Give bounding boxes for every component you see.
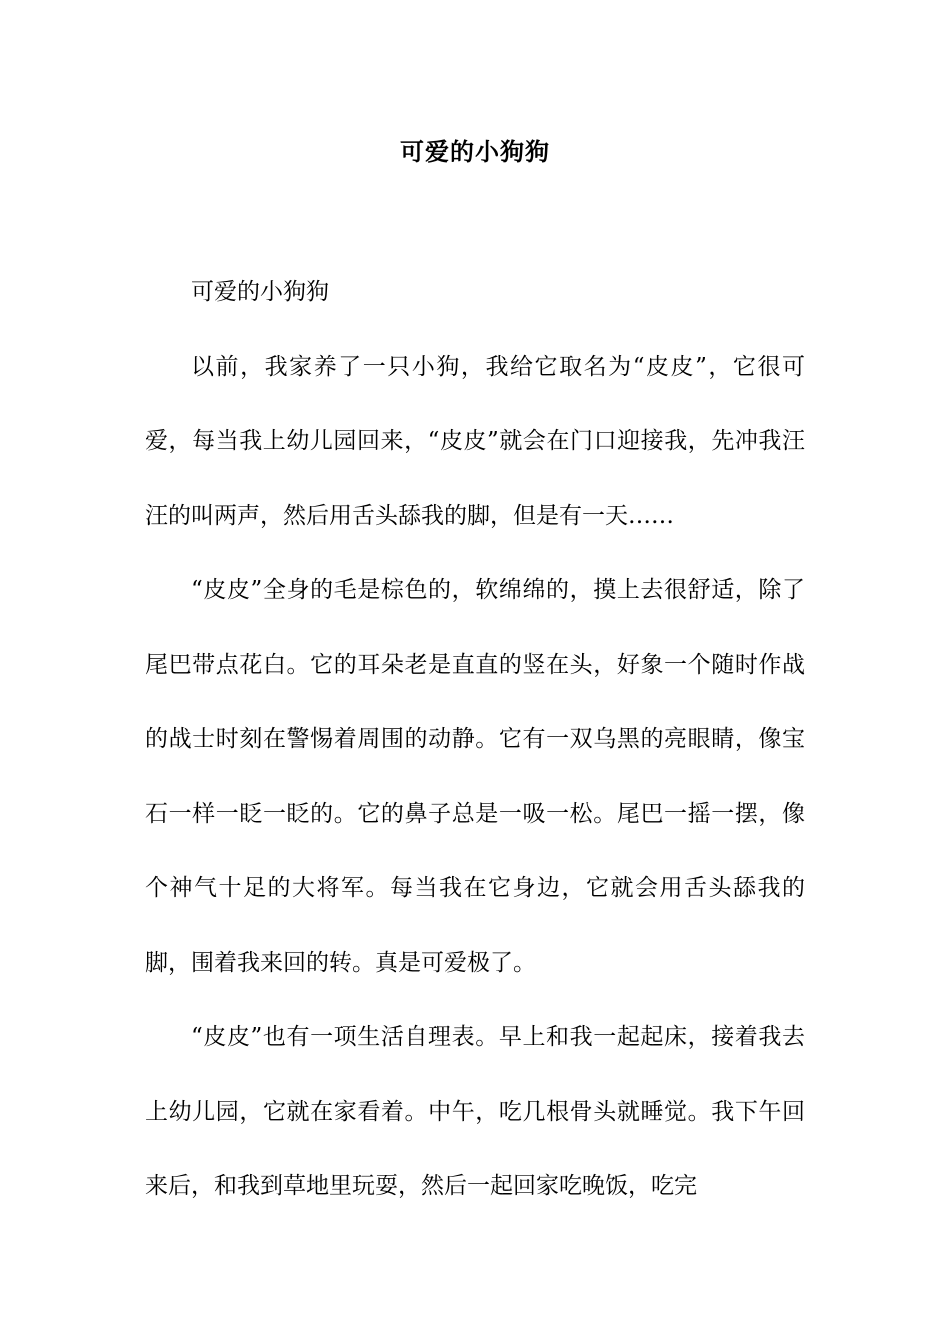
paragraph-intro: 以前，我家养了一只小狗，我给它取名为“皮皮”，它很可爱，每当我上幼儿园回来，“皮皮”就会在门口迎接我，先冲我汪汪的叫两声，然后用舌头舔我的脚，但是有一天…… [145,353,805,529]
paragraph-subtitle: 可爱的小狗狗 [191,279,329,305]
paragraph-appearance: “皮皮”全身的毛是棕色的，软绵绵的，摸上去很舒适，除了尾巴带点花白。它的耳朵老是直直的竖在头，好象一个随时作战的战士时刻在警惕着周围的动静。它有一双乌黑的亮眼睛，像宝石一样一眨一眨的。它的鼻子总是一吸一松。尾巴一摇一摆，像个神气十足的大将军。每当我在它身边，它就会用舌头舔我的脚，围着我来回的转。真是可爱极了。 [145,577,805,976]
document-title: 可爱的小狗狗 [400,137,550,166]
paragraph-routine: “皮皮”也有一项生活自理表。早上和我一起起床，接着我去上幼儿园，它就在家看着。中午，吃几根骨头就睡觉。我下午回来后，和我到草地里玩耍，然后一起回家吃晚饭，吃完 [145,1024,805,1199]
document-body [145,255,805,1224]
